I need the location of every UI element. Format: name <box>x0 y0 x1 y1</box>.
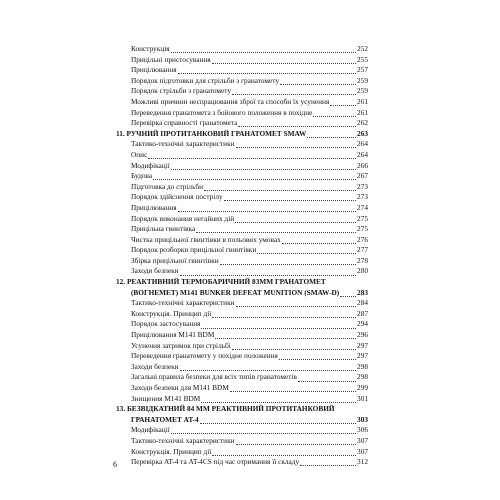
toc-page-number: 296 <box>357 330 368 340</box>
toc-page-number: 277 <box>357 245 368 255</box>
dot-leader <box>282 243 356 244</box>
toc-entry <box>131 214 368 225</box>
dot-leader <box>148 158 356 159</box>
toc-entry-title: Порядок розборки прицільної гвинтівки <box>131 245 257 255</box>
toc-entry-title: Перевірка AT-4 та AT-4CS під час отримання її складу <box>131 457 300 467</box>
toc-entry-title: Перевірка справності гранатомета <box>131 118 238 128</box>
dot-leader <box>230 391 356 392</box>
toc-entry-title: Усунення затримок при стрільбі <box>131 340 231 350</box>
dot-leader <box>196 232 356 233</box>
toc-page-number: 252 <box>357 44 368 53</box>
toc-page-number: 263 <box>357 128 368 138</box>
toc-entry-title: Опис <box>131 149 148 159</box>
toc-entry-title: Заходи безпеки <box>131 361 179 371</box>
toc-entry <box>131 76 368 87</box>
dot-leader <box>238 126 356 127</box>
toc-page-number: 301 <box>357 393 368 403</box>
toc-page-number: 259 <box>357 86 368 96</box>
dot-leader <box>279 359 356 360</box>
toc-entry-title: Будова <box>131 171 153 181</box>
toc-page-number: 307 <box>357 446 368 456</box>
toc-page-number: 273 <box>357 181 368 191</box>
toc-entry <box>131 203 368 214</box>
dot-leader <box>298 381 356 382</box>
dot-leader <box>215 338 356 339</box>
toc-page-number: 297 <box>357 340 368 350</box>
toc-entry <box>131 457 368 468</box>
toc-page-number: 303 <box>357 414 368 424</box>
toc-entry-title: Тактико-технічні характеристики <box>131 435 235 445</box>
toc-entry <box>131 235 368 246</box>
toc-page-number: 276 <box>357 234 368 244</box>
toc-entry <box>131 266 368 277</box>
toc-page-number: 273 <box>357 192 368 202</box>
dot-leader <box>232 349 356 350</box>
dot-leader <box>300 465 356 466</box>
toc-entry <box>131 383 368 394</box>
toc-entry <box>131 351 368 362</box>
toc-page-number: 274 <box>357 202 368 212</box>
toc-entry <box>131 44 368 55</box>
toc-page-number: 261 <box>357 107 368 117</box>
toc-entry-title: Прицілювання M141 BDM <box>131 330 215 340</box>
toc-section-heading <box>116 277 368 288</box>
toc-entry <box>131 436 368 447</box>
toc-entry-title: Модифікації <box>131 160 170 170</box>
toc-entry <box>131 224 368 235</box>
toc-entry-title: Тактико-технічні характеристики <box>131 139 235 149</box>
toc-entry <box>131 171 368 182</box>
toc-entry-title: 11. РУЧНИЙ ПРОТИТАНКОВИЙ ГРАНАТОМЕТ SMAW <box>116 128 307 138</box>
toc-entry-title: Заходи безпеки для M141 BDM <box>131 383 229 392</box>
toc-entry <box>131 161 368 172</box>
dot-leader <box>257 253 356 254</box>
toc-entry-title: Порядок стрільби з гранатомету <box>131 86 231 96</box>
toc-entry-title: Прицілювання <box>131 202 177 212</box>
dot-leader <box>200 423 356 424</box>
dot-leader <box>232 94 356 95</box>
toc-entry-title: Прицільні пристосування <box>131 54 211 64</box>
toc-entry <box>131 341 368 352</box>
toc-entry <box>131 118 368 129</box>
dot-leader <box>171 433 356 434</box>
toc-entry-title: Переведення гранатомета з бойового положення в похідне <box>131 107 313 117</box>
dot-leader <box>212 317 356 318</box>
toc-entry-title: Порядок здійснення пострілу <box>131 192 223 202</box>
toc-entry <box>131 55 368 66</box>
dot-leader <box>235 222 356 223</box>
toc-page-number: 287 <box>357 308 368 318</box>
dot-leader <box>180 275 356 276</box>
toc-entry <box>131 108 368 119</box>
toc-entry <box>131 86 368 97</box>
toc-page-number: 255 <box>357 54 368 64</box>
toc-page-number: 264 <box>357 149 368 159</box>
dot-leader <box>236 306 356 307</box>
dot-leader <box>201 328 356 329</box>
toc-entry-title: 12. РЕАКТИВНИЙ ТЕРМОБАРИЧНИЙ 83ММ ГРАНАТОМЕТ <box>116 277 326 287</box>
page-number: 6 <box>113 460 117 469</box>
dot-leader <box>330 105 356 106</box>
toc-entry <box>131 330 368 341</box>
toc-page-number: 275 <box>357 224 368 234</box>
toc-entry-title: Тактико-технічні характеристики <box>131 298 235 308</box>
toc-page-number: 307 <box>357 435 368 445</box>
toc-entry <box>131 309 368 320</box>
toc-page-number: 283 <box>357 287 368 297</box>
toc-entry-title: Порядок виконання негайних дій <box>131 213 235 223</box>
toc-page-number: 284 <box>357 298 368 308</box>
toc-entry <box>131 372 368 383</box>
toc-page-number: 267 <box>357 171 368 181</box>
toc-entry <box>131 245 368 256</box>
toc-entry <box>131 139 368 150</box>
toc-entry-title: Чистка прицільної гвинтівки в польових умовах <box>131 234 281 244</box>
dot-leader <box>153 179 356 180</box>
toc-section-heading <box>116 404 368 415</box>
dot-leader <box>204 190 356 191</box>
toc-entry-title: ГРАНАТОМЕТ AT-4 <box>131 414 199 424</box>
toc-entry-title: Можливі причини неспрацювання зброї та способи їх усунення <box>131 96 330 106</box>
toc-page-number: 266 <box>357 160 368 170</box>
dot-leader <box>201 402 356 403</box>
toc-entry-title: Конструкція. Принцип дії <box>131 308 212 318</box>
toc-page-number: 306 <box>357 425 368 435</box>
toc-entry-title: Переведення гранатомету у похідне положення <box>131 351 278 361</box>
toc-page-number: 278 <box>357 255 368 265</box>
toc-page-number: 257 <box>357 65 368 75</box>
toc-page-number: 262 <box>357 118 368 128</box>
dot-leader <box>307 137 356 138</box>
toc-page-number: 312 <box>357 457 368 467</box>
dot-leader <box>212 63 356 64</box>
dot-leader <box>178 211 356 212</box>
toc-entry-title: Конструкція. Принцип дії <box>131 446 212 456</box>
toc-entry-title: Прицільна гвинтівка <box>131 224 196 234</box>
toc-entry-title: Модифікації <box>131 425 170 435</box>
toc-entry <box>131 425 368 436</box>
toc-page-number: 275 <box>357 213 368 223</box>
dot-leader <box>178 73 356 74</box>
toc-section-heading <box>131 415 368 426</box>
toc-entry-title: Загальні правила безпеки для всіх типів гранатометів <box>131 372 297 382</box>
toc-section-heading <box>131 288 368 299</box>
dot-leader <box>340 296 356 297</box>
toc-page-number: 261 <box>357 96 368 106</box>
toc-page-number: 259 <box>357 75 368 85</box>
dot-leader <box>180 370 356 371</box>
dot-leader <box>171 169 356 170</box>
toc-entry <box>131 192 368 203</box>
dot-leader <box>280 84 356 85</box>
toc-entry <box>131 394 368 405</box>
dot-leader <box>236 147 356 148</box>
toc-entry-title: Знищення M141 BDM <box>131 393 201 403</box>
dot-leader <box>171 52 356 53</box>
toc-entry <box>131 65 368 76</box>
toc-entry-title: Конструкція <box>131 44 170 53</box>
toc-entry <box>131 362 368 373</box>
toc-page-number: 297 <box>357 351 368 361</box>
toc-entry <box>131 182 368 193</box>
toc-entry <box>131 256 368 267</box>
dot-leader <box>313 116 356 117</box>
toc-section-heading <box>116 129 368 140</box>
toc-entry <box>131 319 368 330</box>
toc-entry <box>131 97 368 108</box>
toc-entry-title: Збірка прицільної гвинтівки <box>131 255 219 265</box>
toc-page-number: 299 <box>357 383 368 392</box>
toc-entry <box>131 150 368 161</box>
toc-entry-title: Порядок застосування <box>131 319 201 329</box>
dot-leader <box>220 264 356 265</box>
toc-page-number: 264 <box>357 139 368 149</box>
toc-entry-title: Заходи безпеки <box>131 266 179 276</box>
dot-leader <box>236 444 356 445</box>
toc-entry-title: (ВОГНЕМЕТ) M141 BUNKER DEFEAT MUNITION (SMAW-D) <box>131 287 340 297</box>
toc-entry-title: Порядок підготовки для стрільби з гранатомету <box>131 75 280 85</box>
toc-page-number: 298 <box>357 372 368 382</box>
toc-page-number: 280 <box>357 266 368 276</box>
toc-entry <box>131 298 368 309</box>
toc-page-number: 298 <box>357 361 368 371</box>
table-of-contents <box>0 44 500 468</box>
toc-entry-title: Підготовка до стрільби <box>131 181 204 191</box>
toc-entry-title: 13. БЕЗВІДКАТНИЙ 84 ММ РЕАКТИВНИЙ ПРОТИТАНКОВИЙ <box>116 404 335 414</box>
toc-entry <box>131 447 368 458</box>
dot-leader <box>224 200 356 201</box>
toc-page-number: 294 <box>357 319 368 329</box>
toc-entry-title: Прицілювання <box>131 65 177 75</box>
dot-leader <box>212 455 356 456</box>
